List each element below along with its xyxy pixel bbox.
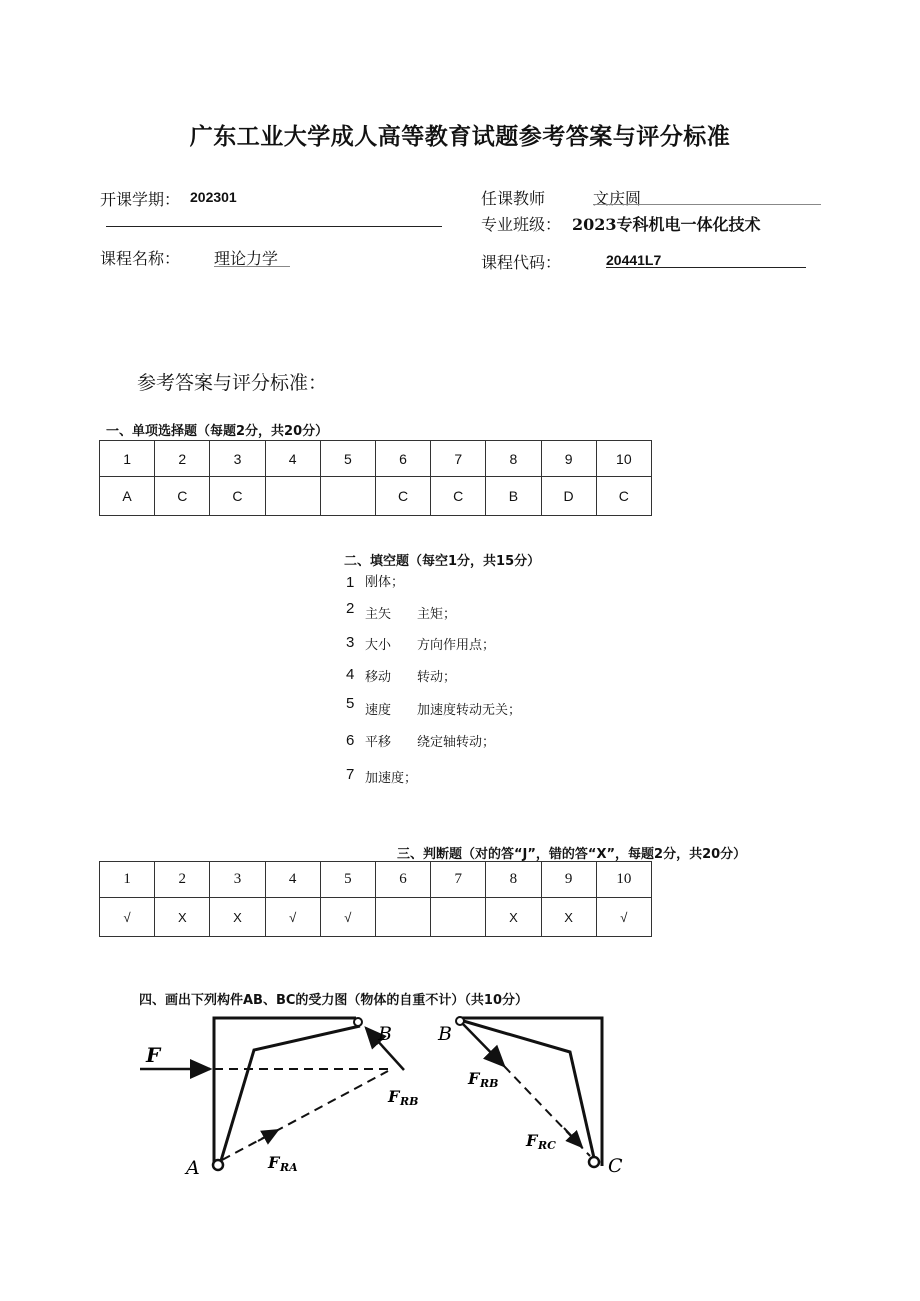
teacher-underline bbox=[593, 204, 821, 205]
frc-arrow bbox=[564, 1128, 582, 1147]
fill-item-number: 2 bbox=[346, 600, 355, 617]
label-fra-main: F bbox=[268, 1153, 280, 1172]
table-cell: C bbox=[596, 477, 651, 516]
table-cell: √ bbox=[265, 898, 320, 937]
member-ab bbox=[220, 1026, 360, 1164]
label-c: C bbox=[608, 1155, 623, 1177]
section3-number-row bbox=[100, 862, 652, 898]
section1-number-row bbox=[100, 441, 652, 477]
table-cell bbox=[320, 477, 375, 516]
table-cell: 9 bbox=[541, 862, 596, 898]
document-title: 广东工业大学成人高等教育试题参考答案与评分标准 bbox=[189, 124, 731, 150]
teacher-value: 文庆圆 bbox=[593, 189, 642, 208]
fill-item-text: 大小 方向作用点； bbox=[365, 638, 496, 653]
table-cell: 4 bbox=[265, 441, 320, 477]
fill-item-text: 移动 转动； bbox=[365, 670, 457, 685]
table-cell: 10 bbox=[596, 862, 651, 898]
table-cell: 8 bbox=[486, 862, 541, 898]
term-label: 开课学期： bbox=[100, 190, 181, 209]
table-cell: C bbox=[375, 477, 430, 516]
fill-item-text: 加速度； bbox=[365, 771, 418, 786]
label-frb-main: F bbox=[468, 1069, 480, 1088]
term-underline bbox=[106, 226, 442, 227]
code-label: 课程代码： bbox=[481, 253, 562, 272]
fill-item-number: 1 bbox=[346, 574, 355, 591]
table-cell: 5 bbox=[320, 441, 375, 477]
table-cell: X bbox=[210, 898, 265, 937]
table-cell: √ bbox=[320, 898, 375, 937]
course-underline bbox=[214, 266, 290, 267]
section2-heading: 二、填空题（每空1分，共15分） bbox=[344, 554, 541, 569]
pin-c bbox=[589, 1157, 599, 1167]
answer-subtitle: 参考答案与评分标准： bbox=[137, 372, 328, 394]
table-cell: √ bbox=[596, 898, 651, 937]
label-frc-sub: RC bbox=[538, 1139, 556, 1152]
table-cell: 7 bbox=[431, 862, 486, 898]
fra-arrow bbox=[258, 1130, 278, 1141]
fill-item-text: 刚体； bbox=[365, 575, 405, 590]
table-cell: A bbox=[100, 477, 155, 516]
course-value: 理论力学 bbox=[214, 249, 279, 268]
table-cell: C bbox=[210, 477, 265, 516]
code-underline bbox=[606, 267, 806, 268]
fra-line bbox=[222, 1071, 388, 1160]
table-cell bbox=[375, 898, 430, 937]
fill-item-text: 平移 绕定轴转动； bbox=[365, 735, 496, 750]
label-frb-sub: RB bbox=[480, 1077, 499, 1090]
force-diagram-ab bbox=[130, 1008, 450, 1178]
table-cell: 7 bbox=[431, 441, 486, 477]
pin-a bbox=[213, 1160, 223, 1170]
label-frb-sub: RB bbox=[400, 1095, 419, 1108]
table-cell bbox=[265, 477, 320, 516]
label-a: A bbox=[186, 1157, 200, 1178]
label-b: B bbox=[438, 1023, 452, 1045]
fill-item-text: 速度 加速度转动无关； bbox=[365, 703, 522, 718]
table-cell: 2 bbox=[155, 862, 210, 898]
label-frb-main: F bbox=[388, 1087, 400, 1106]
table-cell: 5 bbox=[320, 862, 375, 898]
fill-item-number: 5 bbox=[346, 695, 355, 712]
label-f: F bbox=[146, 1043, 161, 1067]
table-cell: C bbox=[155, 477, 210, 516]
label-b: B bbox=[378, 1023, 392, 1045]
fill-item-number: 3 bbox=[346, 634, 355, 651]
class-label: 专业班级： bbox=[481, 215, 562, 234]
term-value: 202301 bbox=[190, 189, 237, 205]
table-cell: X bbox=[155, 898, 210, 937]
table-cell: X bbox=[486, 898, 541, 937]
pin-b bbox=[354, 1018, 362, 1026]
fill-item-text: 主矢 主矩； bbox=[365, 607, 457, 622]
table-cell: X bbox=[541, 898, 596, 937]
section3-heading: 三、判断题（对的答“J”，错的答“X”，每题2分，共20分） bbox=[397, 847, 747, 862]
table-cell: B bbox=[486, 477, 541, 516]
table-cell: 6 bbox=[375, 441, 430, 477]
table-cell: 8 bbox=[486, 441, 541, 477]
course-label: 课程名称： bbox=[100, 249, 181, 268]
table-cell: 4 bbox=[265, 862, 320, 898]
fill-item-number: 4 bbox=[346, 666, 355, 683]
table-cell: 3 bbox=[210, 862, 265, 898]
class-value: 2023专科机电一体化技术 bbox=[572, 215, 761, 234]
table-cell: 1 bbox=[100, 441, 155, 477]
table-cell: 3 bbox=[210, 441, 265, 477]
table-cell: C bbox=[431, 477, 486, 516]
section1-heading: 一、单项选择题（每题2分，共20分） bbox=[106, 424, 329, 439]
section3-answer-row bbox=[100, 898, 652, 937]
fill-item-number: 6 bbox=[346, 732, 355, 749]
table-cell: √ bbox=[100, 898, 155, 937]
code-value: 20441L7 bbox=[606, 252, 662, 268]
table-cell: 9 bbox=[541, 441, 596, 477]
table-cell: 10 bbox=[596, 441, 651, 477]
teacher-label: 任课教师 bbox=[481, 189, 546, 208]
section1-answer-row bbox=[100, 477, 652, 516]
table-cell: 6 bbox=[375, 862, 430, 898]
table-cell bbox=[431, 898, 486, 937]
force-diagram-bc bbox=[432, 1008, 632, 1178]
section4-heading: 四、画出下列构件AB、BC的受力图（物体的自重不计）（共10分） bbox=[139, 993, 529, 1008]
section3-table bbox=[99, 861, 652, 937]
label-fra-sub: RA bbox=[280, 1161, 298, 1174]
frame-wall bbox=[214, 1018, 356, 1166]
label-frc-main: F bbox=[526, 1131, 538, 1150]
table-cell: D bbox=[541, 477, 596, 516]
fill-item-number: 7 bbox=[346, 766, 355, 783]
section1-table bbox=[99, 440, 652, 516]
table-cell: 1 bbox=[100, 862, 155, 898]
table-cell: 2 bbox=[155, 441, 210, 477]
